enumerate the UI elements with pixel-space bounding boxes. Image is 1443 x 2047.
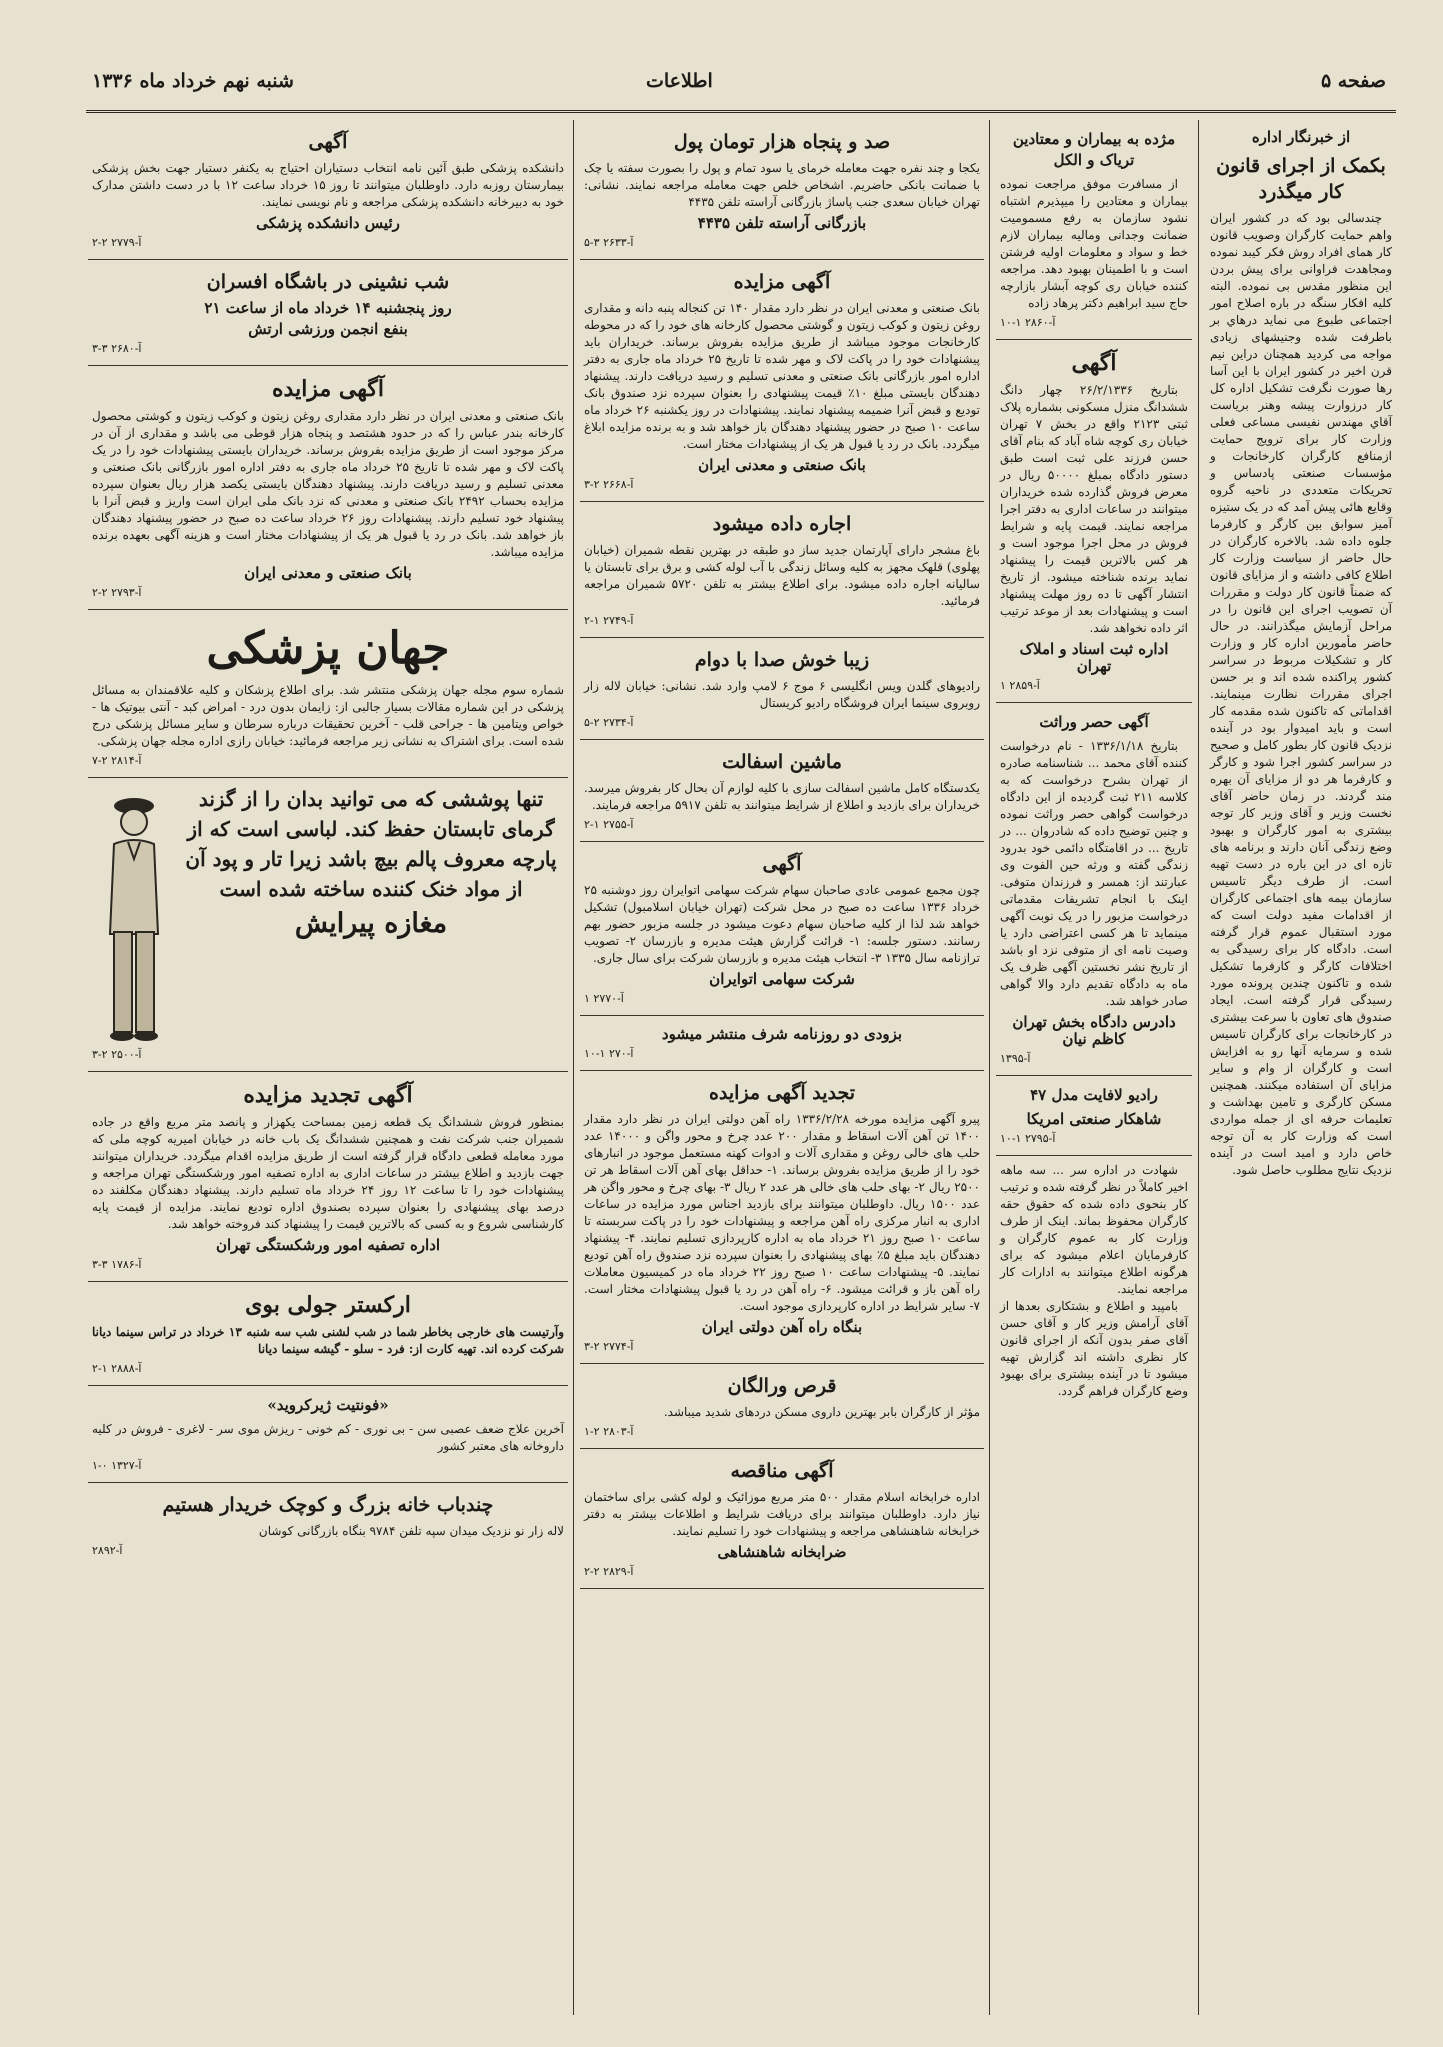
ad-code: آ-۲۷۷۰ ۱ [584,992,624,1005]
ad-body: مؤثر از کارگران بابر بهترین داروی مسکن دردهای شدید میباشد. [663,1405,980,1419]
article-title: بکمک از اجرای قانون کار میگذرد [1216,155,1386,203]
ad-body: اداره خرابخانه اسلام مقدار ۵۰۰ متر مربع موزائیک و لوله کشی برای ساختمان نیاز دارد. داوطلبان میتوانند برای دریافت شرایط و اطلاعات بیشتر به دفتر خرابخانه شاهنشاهی مراجعه و پیشنهادات خود را تسلیم نمایند. [584,1490,980,1538]
ad-body: یکجا و چند نفره جهت معامله خرمای یا سود تمام و پول را بصورت سفته یا چک با ضمانت بانکی حاضریم. اشخاص خلص جهت معامله مراجعه نمایند. نشانی: تهران خیابان سعدی جنب پاساژ بازرگانی آراسته تلفن ۴۴۳۵ [584,161,980,209]
column-three [580,120,984,2015]
medical-school-ad [88,120,568,260]
ad-title: مژده به بیماران و معتادین تریاک و الکل [1012,130,1176,169]
property-sale-ad [996,340,1192,703]
ad-code: آ-۲۸۲۹ ۲-۲ [584,1565,634,1578]
ad-code: آ-۲۷۷۴ ۲-۳ [584,1340,634,1353]
ad-code: آ-۲۶۶۸ ۲-۳ [584,478,634,491]
article-body: بامپید و اطلاع و بشتکاری بعدها از آقای آرامش وزیر کار و آقای حسن آقای صفر بدون آنکه از اجرای قانون کار نظری داشته اند گزارش تهیه میشود تا در آینده بیشتری برای بهبود وضع کارگران فراهم گردد. [1000,1299,1188,1398]
ad-signature: بنفع انجمن ورزشی ارتش [248,320,408,338]
masthead [86,58,1396,113]
ad-signature: بانک صنعتی و معدنی ایران [244,564,412,582]
medical-magazine-ad [88,610,568,778]
ad-title: ماشین اسفالت [722,751,842,773]
column-article [1206,120,1396,2015]
tender-ad [580,1449,984,1589]
ad-body: رادیوهای گلدن ویس انگلیسی ۶ موج ۶ لامپ وارد شد. نشانی: خیابان لاله زار روبروی سینما ایران فروشگاه رادیو کریستال [584,679,980,710]
ad-title: آگهی [762,853,802,875]
officers-club-ad [88,260,568,366]
ad-title: آگهی [308,131,348,153]
ad-body: تنها پوششی که می توانید بدان را از گزند گرمای تابستان حفظ کند. لباسی است که از پارچه معروف پالم بیچ باشد زیرا تار و پود آن از مواد خنک کننده ساخته شده است [185,787,557,901]
ad-body: باغ مشجر دارای آپارتمان جدید ساز دو طبقه در بهترین نقطه شمیران (خیابان پهلوی) قلهک مجهز به کلیه وسائل زندگی با آب لوله کشی و برق برای تابستان یا سالیانه اجاره داده میشود. برای اطلاع بیشتر به تلفن ۵۷۲۰ شمیران مراجعه فرمائید. [584,543,981,608]
ad-body: چون مجمع عمومی عادی صاحبان سهام شرکت سهامی اتوایران روز دوشنبه ۲۵ خرداد ۱۳۳۶ ساعت ده صبح در محل شرکت (تهران خیابان اسلامبول) تشکیل خواهد شد لذا از کلیه صاحبان سهام دعوت میشود در جلسه مزبور حضور بهم رسانند. دستور جلسه: ۱- قرائت گزارش هیئت مدیره و بازرسان ۲- تصویب ترازنامه سال ۱۳۳۵ ۳- انتخاب هیئت مدیره و بازرسان شرکت برای سال جاری. [584,883,981,965]
ad-signature: شرکت سهامی اتوایران [709,970,855,988]
ad-signature: اداره ثبت اسناد و املاک تهران [1019,640,1169,675]
clothing-ad [88,778,568,1072]
shop-name: مغازه پیرایش [294,908,448,939]
ad-body: بمنظور فروش ششدانگ یک قطعه زمین بمساحت یکهزار و پانصد متر مربع واقع در جاده شمیران جنب شرکت نفت و همچنین ششدانگ یک باب خانه در خیابان امیریه کوچه ملی که مورد معامله قطعی دادگاه قرار گرفته است از طریق مزایده اقدام میگردد. خریداران میتوانند جهت بازدید و اطلاع بیشتر در ساعات اداری به اداره تصفیه امور ورشکستگی تهران مراجعه و پیشنهادات خود را تا ساعت ۱۲ روز ۲۴ خرداد ماه تسلیم دارند. پیشنهاد دهندگان مکلفند ده درصد بهای پیشنهادی را بعنوان سپرده بصندوق اداره تودیع نمایند. مزایده از قیمت پایه کارشناسی شروع و به کسی که بالاترین قیمت را پیشنهاد کند فروخته خواهد شد. [92,1115,565,1231]
ad-code: آ-۱۷۸۶ ۳-۳ [92,1258,142,1271]
article-body: چندسالی بود که در کشور ایران واهم حمایت کارگران وصویب قانون کار همای افراد روش فکر کیبد نموده ومجاهدت فراوانی برای پیش بردن این منظور مقدس بی نموده. البته کلیه افکار سنگه در باره اصلاح امور اجتماعی طبوع می نماید درهاي بر باطرفت شده وجنیشهای زیادی مواجه می کردید همچنان دراین نیم قرن اخیر در کشور ایران با این آسا رها صورت نگرفت تشکیل اداره کل کار درزوارت پیشه وهنر برياست آقاي مهندس نفیسی مساعی فعلی وزارت کار برای ترویج حمایت ازمنافع کارگران کارخانجات و مؤسسات صنعتی پادساس و تحریکات متعددی در ناحیه گروه وقایع هائی پیش آمد که در یک ستیزه آمیز سوابق بین کارگر و کارفرما جلوه داده شد. بالاخره کارگران در حال حاضر از سیاست وزارت کار اطلاع کافی داشته و از مزایای قانون که ضمناً قانون کار دولت و مقررات آن تصویب اجرای این قانون را در مراحل آزمایش میگذرانند. در حال حاضر مأمورین اداره کار و وزارت کار و تشکیلات مربوط در سراسر کشور پراکنده شده اند و بر حسن اجرای مقررات نظارت مینمایند. اقداماتی که تاکنون شده مقدمه کار است و باید امیدوار بود در آینده نزدیک قانون کار بطور کامل و صحیح در سراسر کشور اجرا شود و کارگر و کارفرما هر دو از مزایای آن بهره مند گردند. در زمان حاضر آقای نخست وزیر و آقای وزیر کار توجه بیشتری به امور کارگران و بهبود وضع زندگی آنان دارند و برنامه های تازه ای در این باره در دست تهیه است. از طرف دیگر تاسیس سازمان بیمه های اجتماعی کارگران از اقدامات مفید دولت است که مورد استقبال عموم قرار گرفته است. دادگاه کار برای رسیدگی به اختلافات کارگر و کارفرما تشکیل شده و تاکنون چندین پرونده مورد رسیدگی قرار گرفته است. ایجاد صندوق های تعاون با سرعت بیشتری در کارخانجات برای کارگران تاسیس شده و سرمایه آنها رو به افزایش است و کارگران از وام و سایر مزایای آن استفاده میکنند. همچنین مسکن کارگری و تامین بهداشت و تعلیمات حرفه ای از جمله مواردی است که وزارت کار به آن توجه خاص دارد و امید است در آینده نزدیک نتایج مطلوب حاصل شود. [1210,211,1392,1177]
column-rule [989,120,990,2015]
ad-body: یکدستگاه کامل ماشین اسفالت سازی با کلیه لوازم آن بحال کار بفروش میرسد. خریداران برای بازدید و اطلاع از شرایط میتوانند به تلفن ۵۹۱۷ مراجعه فرمایند. [584,781,980,812]
article-kicker: از خبرنگار اداره [1251,128,1351,146]
ad-body: بتاریخ ۱۳۳۶/۱/۱۸ - نام درخواست کننده آقای محمد ... شناسنامه صادره از تهران بشرح درخواست که به کلاسه ۲۱۱ ثبت گردیده از این دادگاه درخواست گواهی حصر وراثت نموده و چنین توضیح داده که شادروان ... در تاریخ ... در اقامتگاه دائمی خود بدرود زندگی گفته و ورثه حین الفوت وی عبارتند از: همسر و فرزندان متوفی. اینک با انجام تشریفات مقدماتی درخواست مزبور را در یک نوبت آگهی مینماید تا هر کسی اعتراضی دارد یا وصیت نامه ای از متوفی نزد او باشد از تاریخ نشر نخستین آگهی ظرف یک ماه به دادگاه تقدیم دارد والا گواهی صادر خواهد شد. [1000,739,1188,1008]
ad-title: آگهی مزایده [733,271,831,293]
ad-code: آ-۲۷۳۴ ۲-۵ [584,716,634,729]
ad-title: رادیو لافایت مدل ۴۷ [1030,1086,1158,1104]
auction-ad [580,260,984,502]
ad-code: آ-۲۸۰۳ ۲-۱ [584,1425,634,1438]
addiction-ad [996,120,1192,340]
ad-code: آ-۲۷۷۹ ۲-۲ [92,236,142,249]
house-buyer-ad [88,1483,568,1567]
ad-signature: رئیس دانشکده پزشکی [256,214,400,232]
ad-body: دانشکده پزشکی طبق آئین نامه انتخاب دستیاران احتیاج به یکنفر دستیار جهت بخش پزشکی بیمارستان روزبه دارد. داوطلبان میتوانند تا روز ۱۵ خرداد ساعت ۱۲ با در دست داشتن مدارک خود به دبیرخانه دانشکده پزشکی مراجعه و نام نویسی نمایند. [92,161,564,209]
magazine-logo: جهان پزشکی [206,623,450,674]
ad-title: آگهی تجدید مزایده [243,1082,413,1108]
ad-signature: شاهکار صنعتی امریکا [1026,1110,1162,1128]
ad-title: شب نشینی در باشگاه افسران [206,271,450,293]
ad-subtitle: روز پنجشنبه ۱۴ خرداد ماه از ساعت ۲۱ [204,299,452,317]
ad-title: صد و پنجاه هزار تومان پول [673,131,891,153]
asphalt-ad [580,740,984,842]
ad-body: وآرتیست های خارجی بخاطر شما در شب لشنی شب سه شنبه ۱۳ خرداد در تراس سینما دیانا شرکت کرده اند. تهیه کارت از: فرد - سلو - گیشه سینما دیانا [92,1325,564,1356]
ad-title: آگهی مزایده [272,376,384,402]
railway-auction-ad [580,1071,984,1364]
ad-title: زیبا خوش صدا با دوام [694,649,870,671]
ad-code: آ-۲۷۹۵ ۱-۱۰ [1000,1132,1056,1145]
ad-code: آ-۲۶۳۳ ۳-۵ [584,236,634,249]
ad-body: شماره سوم مجله جهان پزشکی منتشر شد. برای اطلاع پزشکان و کلیه علاقمندان به مسائل پزشکی در این شماره مقالات بسیار جالبی از: زایمان بدون درد - امراض کبد - آنتی بیوتیک ها - خواص ویتامین ها - جراحی قلب - آخرین تحقیقات درباره سرطان و سایر مسائل پزشکی درج شده است. برای اشتراک به نشانی زیر مراجعه فرمائید: خیابان رازی اداره مجله جهان پزشکی. [92,683,564,748]
ad-body: بتاریخ ۲۶/۲/۱۳۳۶ چهار دانگ ششدانگ منزل مسکونی بشماره پلاک ثبتی ۲۱۲۳ واقع در بخش ۷ تهران خیابان ری کوچه شاه آباد که بنام آقای حسن فرزند علی ثبت است طبق دستور دادگاه بمبلغ ۵۰۰۰۰ ریال در معرض فروش گذارده شده خریداران میتوانند در ساعات اداری به دفتر اجرا مراجعه نمایند. قیمت پایه و شرایط فروش در محل اجرا موجود است و هر کس بالاترین قیمت را پیشنهاد نماید برنده شناخته میشود. از تاریخ انتشار آگهی تا ده روز مهلت پیشنهاد است و پیشنهادات بعد از موعد ترتیب اثر داده نخواهد شد. [1000,383,1188,635]
ad-signature: بنگاه راه آهن دولتی ایران [701,1318,863,1336]
column-two [996,120,1192,2015]
tonic-ad [88,1386,568,1483]
column-rule [1198,120,1199,2015]
ad-code: آ-۲۷۰ ۱-۱۰ [584,1047,634,1060]
newspaper-name: اطلاعات [646,70,713,92]
ad-signature: ضرابخانه شاهنشاهی [717,1543,847,1561]
newspaper-notice [580,1016,984,1071]
ad-body: لاله زار نو نزدیک میدان سپه تلفن ۹۷۸۴ بنگاه بازرگانی کوشان [258,1524,564,1538]
ad-signature: اداره تصفیه امور ورشکستگی تهران [215,1236,441,1254]
pill-ad [580,1364,984,1449]
ad-body: آخرین علاج ضعف عصبی سن - بی نوری - کم خونی - ریزش موی سر - لاغری - فروش در کلیه داروخانه های معتبر کشور [92,1422,564,1453]
ad-code: آ-۲۸۵۹ ۱ [1000,679,1040,692]
shareholders-ad [580,842,984,1016]
ad-code: آ-۲۸۹۲ [92,1544,123,1557]
ad-code: آ-۲۷۴۹ ۱-۲ [584,614,634,627]
ad-code: آ-۲۸۶۰ ۱-۱۰ [1000,316,1056,329]
issue-date: شنبه نهم خرداد ماه ۱۳۳۶ [92,70,294,92]
notice-text: بزودی دو روزنامه شرف منتشر میشود [661,1025,903,1043]
ad-signature: دادرس دادگاه بخش تهران کاظم نیان [1012,1013,1176,1048]
ad-code: آ-۲۷۹۳ ۲-۲ [92,586,142,599]
ad-title: ارکستر جولی بوی [245,1292,411,1318]
article-continuation [996,1156,1192,1406]
ad-code: آ-۱۳۲۷ ۰-۱ [92,1459,142,1472]
page-number: صفحه ۵ [1320,70,1386,92]
man-figure-icon [92,784,172,1044]
radio-store-ad [580,638,984,740]
ad-body: از مسافرت موفق مراجعت نموده بیماران و معتادین را میپذیرم اشتباه نشود سازمان به رفع مسمومیت ضمانت وجدانی ومالیه بیماران لازم خط و سواد و معلومات اولیه فرشتن است و با اطمینان بهبود دهد. مراجعه کننده خیابان ری کوچه آبشار بازارچه حاج سید ابراهیم دکتر پرهاد زاده [1000,177,1188,310]
money-ad [580,120,984,260]
inheritance-ad [996,703,1192,1076]
ad-body: بانک صنعتی و معدنی ایران در نظر دارد مقداری روغن زیتون و کوکب زیتون و کوشتی محصول کارخانه بندر عباس را که در حدود هشتصد و پنجاه هزار قوطی می باشد و مقداری از آن در مرکز موجود است از طریق مزایده بفروش برساند. خریداران بایستی پیشنهادات خود را در یک پاکت لاک و مهر شده تا تاریخ ۲۵ خرداد ماه جاری به دفتر اداره امور بازرگانی بانک صنعتی و معدنی تسلیم و رسید دریافت دارند. پیشنهاد دهندگان بایستی یکصد هزار ریال بعنوان سپرده مزایده بحساب ۲۴۹۲ بانک صنعتی و معدنی که نزد بانک ملی ایران است واریز و قبض آنرا با پیشنهاد خود تسلیم دارند. پیشنهادات روز ۲۶ خرداد ساعت ده صبح در حضور پیشنهاد دهندگان باز خواهد شد. بانک در رد یا قبول هر یک از پیشنهادات مختار است و هزینه آگهی بعهده برنده مزایده میباشد. [92,409,564,559]
article-body: شهادت در اداره سر ... سه ماهه اخیر کاملاً در نظر گرفته شده و ترتیب کار بنحوی داده شده که حقوق حقه کارگران محفوظ بماند. اینک از طرف وزارت کار به عموم کارگران و کارفرمایان اعلام میشود که برای هرگونه اطلاع میتوانند به ادارات کار مراجعه نمایند. [1000,1163,1188,1296]
ad-code: آ-۱۳۹۵ [1000,1052,1031,1065]
ad-code: آ-۲۸۸۸ ۱-۲ [92,1362,142,1375]
ad-code: آ-۲۶۸۰ ۳-۳ [92,342,142,355]
land-auction-ad [88,1072,568,1282]
ad-title: آگهی حصر وراثت [1039,713,1149,731]
ad-title: «فونتیت ژیرکروید» [267,1396,389,1414]
column-four [88,120,568,2015]
newspaper-page [86,58,1396,2023]
ad-title: چندباب خانه بزرگ و کوچک خریدار هستیم [162,1494,494,1516]
radio-ad [996,1076,1192,1156]
column-rule [573,120,574,2015]
ad-body: بانک صنعتی و معدنی ایران در نظر دارد مقدار ۱۴۰ تن کنجاله پنبه دانه و مقداری روغن زیتون و کوکب زیتون و گوشتی محصول کارخانه های خود را که در محوطه کارخانجات موجود میباشد از طریق مزایده بفروش برساند. خریداران باید پیشنهادات خود را در پاکت لاک و مهر شده تا تاریخ ۲۵ خرداد ماه جاری به دفتر اداره امور بازرگانی بانک صنعتی و معدنی تسلیم و رسید دریافت دارند. پیشنهاد دهندگان بایستی مبلغ ۱۰٪ قیمت پیشنهادی را بعنوان سپرده نزد صندوق بانک تودیع و قبض آنرا ضمیمه پیشنهاد نمایند. پیشنهادات در روز یکشنبه ۲۶ خرداد ماه ساعت ۱۰ صبح در حضور پیشنهاد دهندگان باز خواهد شد و به برنده مزایده ابلاغ میگردد. بانک در رد یا قبول هر یک از پیشنهادات مختار است. [584,301,980,451]
ad-title: اجاره داده میشود [712,513,852,535]
ad-body: پیرو آگهی مزایده مورخه ۱۳۳۶/۲/۲۸ راه آهن دولتی ایران در نظر دارد مقدار ۱۴۰۰ تن آهن آلات اسقاط و مقدار ۲۰۰ عدد چرخ و محور واگن و ۱۴۰۰۰ عدد حلب های خالی روغن و مقداری آلات و ادوات کهنه مستعمل موجود در انبارهای خود را از طریق مزایده بفروش برساند. ۱- حداقل بهای آهن آلات اسقاط هر تن ۲۵۰۰ ریال ۲- بهای حلب های خالی هر عدد ۲ ریال ۳- بهای چرخ و محور واگن هر عدد ۱۵۰۰ ریال. داوطلبان میتوانند برای بازدید اجناس مورد مزایده در ساعات اداری به انبار مرکزی راه آهن مراجعه و پیشنهادات خود را در پاکت سربسته تا ساعت ۱۰ صبح روز ۲۱ خرداد ماه به اداره کارپردازی تسلیم نمایند. ۴- پیشنهاد دهندگان باید مبلغ ۵٪ بهای پیشنهادی را بعنوان سپرده نزد صندوق راه آهن تودیع نمایند. ۵- پیشنهادات ساعت ۱۰ صبح روز ۲۲ خرداد ماه در کمیسیون معاملات راه آهن باز و قرائت میشود. ۶- راه آهن در رد یا قبول پیشنهادات مختار است. ۷- سایر شرایط در اداره کارپردازی موجود است. [584,1112,981,1313]
ad-signature: بانک صنعتی و معدنی ایران [698,456,866,474]
orchestra-ad [88,1282,568,1386]
ad-title: آگهی مناقصه [730,1460,834,1482]
olive-auction-ad [88,366,568,610]
ad-title: تجدید آگهی مزایده [708,1082,856,1104]
ad-title: قرص ورالگان [727,1375,837,1397]
ad-code: آ-۲۸۱۴ ۲-۷ [92,754,142,767]
ad-code: آ-۲۵۰۰ ۲-۳ [92,1048,142,1061]
ad-signature: بازرگانی آراسته تلفن ۴۴۳۵ [697,214,867,232]
rent-ad [580,502,984,638]
ad-code: آ-۲۷۵۵ ۱-۲ [584,818,634,831]
ad-title: آگهی [1071,350,1117,376]
